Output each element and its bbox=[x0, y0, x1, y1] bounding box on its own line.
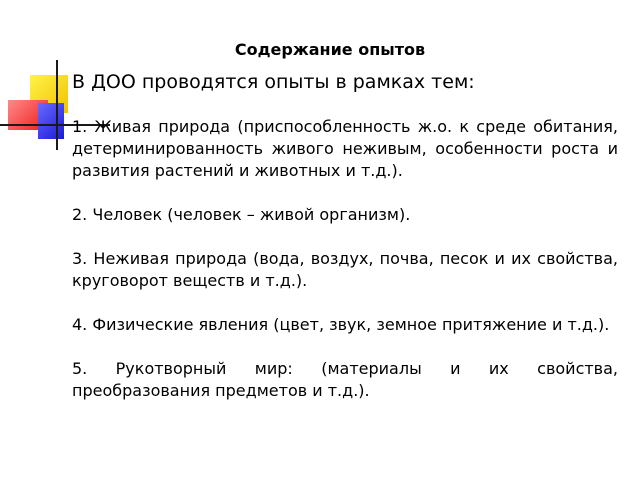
topic-item-1: 1. Живая природа (приспособленность ж.о. к среде обитания, детерминированность живого неживым, особенности роста и развития растений и животных и т.д.). bbox=[72, 117, 618, 180]
topic-item-5: 5. Рукотворный мир: (материалы и их свойства, преобразования предметов и т.д.). bbox=[72, 359, 618, 400]
blue-square bbox=[38, 103, 64, 139]
topic-item-3: 3. Неживая природа (вода, воздух, почва, песок и их свойства, круговорот веществ и т.д.). bbox=[72, 249, 618, 290]
vertical-line bbox=[56, 60, 58, 150]
intro-text: В ДОО проводятся опыты в рамках тем: bbox=[72, 71, 475, 93]
slide-title: Содержание опытов bbox=[234, 40, 426, 59]
topic-item-4: 4. Физические явления (цвет, звук, земное притяжение и т.д.). bbox=[72, 315, 610, 334]
topic-item-2: 2. Человек (человек – живой организм). bbox=[72, 205, 411, 224]
slide-body bbox=[72, 70, 618, 402]
